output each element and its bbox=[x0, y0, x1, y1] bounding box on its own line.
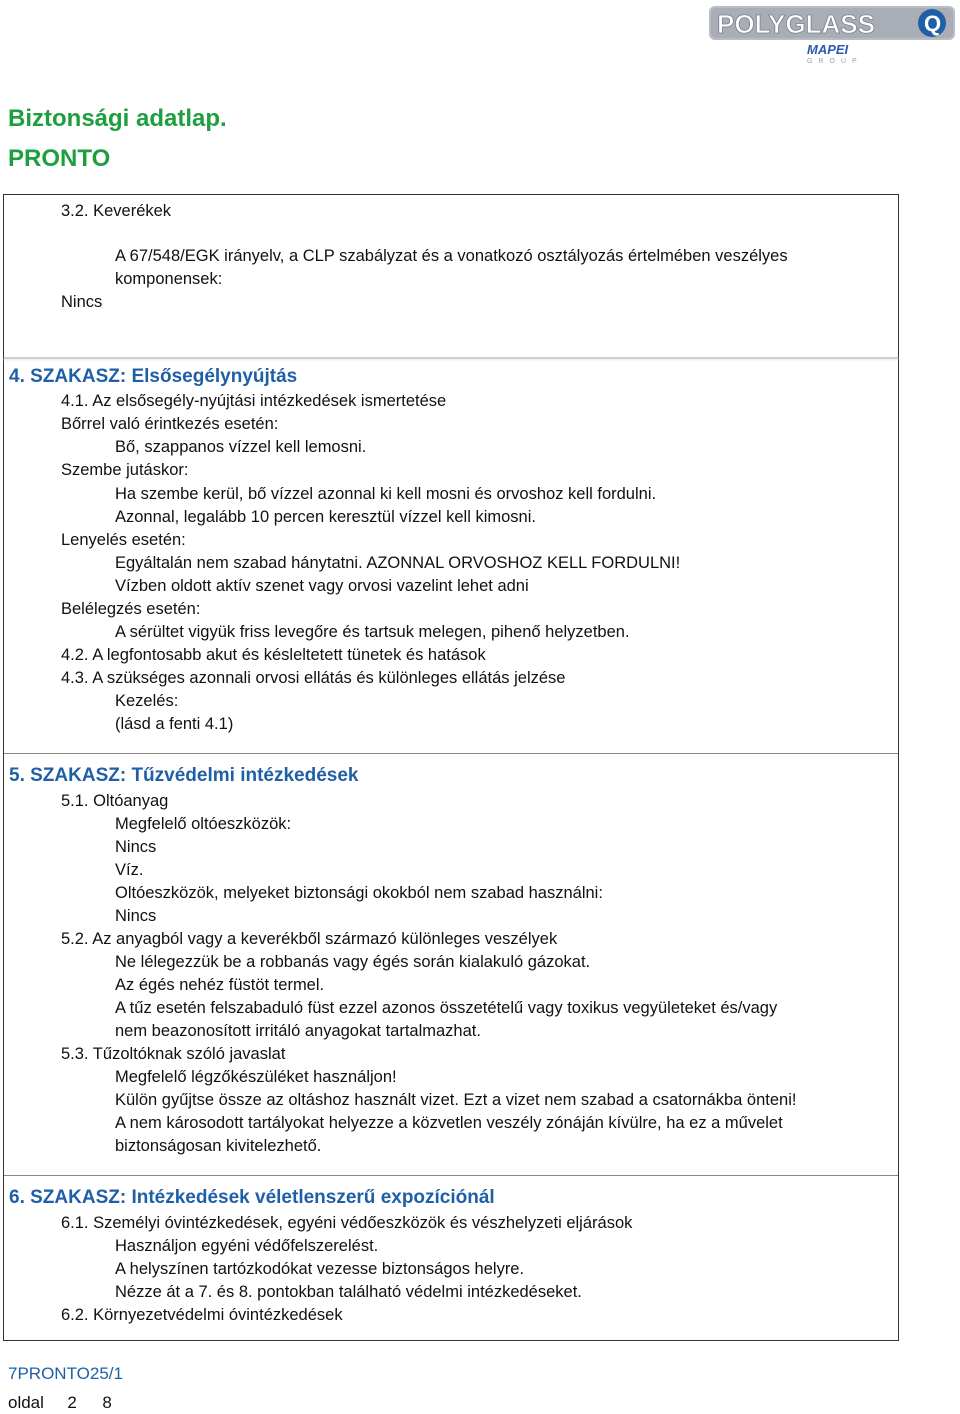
section6-line: A helyszínen tartózkodókat vezesse biztonságos helyre. bbox=[115, 1260, 525, 1278]
section3-subheading: 3.2. Keverékek bbox=[61, 202, 172, 220]
section5-line: Az égés nehéz füstöt termel. bbox=[115, 976, 325, 994]
section-divider bbox=[4, 357, 898, 359]
section-divider bbox=[4, 1175, 898, 1176]
section4-line: 4.3. A szükséges azonnali orvosi ellátás és különleges ellátás jelzése bbox=[61, 669, 566, 687]
section3-text: komponensek: bbox=[115, 270, 223, 288]
section5-heading: 5. SZAKASZ: Tűzvédelmi intézkedések bbox=[9, 765, 359, 786]
document-title: Biztonsági adatlap. bbox=[8, 105, 227, 132]
page-total: 8 bbox=[102, 1393, 112, 1412]
section4-line: Belélegzés esetén: bbox=[61, 600, 201, 618]
section4-line: Bőrrel való érintkezés esetén: bbox=[61, 415, 279, 433]
section5-line: nem beazonosított irritáló anyagokat tartalmazhat. bbox=[115, 1022, 481, 1040]
section5-line: 5.2. Az anyagból vagy a keverékből származó különleges veszélyek bbox=[61, 930, 558, 948]
section4-line: Lenyelés esetén: bbox=[61, 531, 186, 549]
section4-line: 4.2. A legfontosabb akut és késleltetett tünetek és hatások bbox=[61, 646, 486, 664]
section5-line: Nincs bbox=[115, 838, 157, 856]
section6-line: 6.1. Személyi óvintézkedések, egyéni védőeszközök és vészhelyzeti eljárások bbox=[61, 1214, 633, 1232]
section5-line: Megfelelő oltóeszközök: bbox=[115, 815, 292, 833]
document-code: 7PRONTO25/1 bbox=[8, 1364, 123, 1383]
section3-text: A 67/548/EGK irányelv, a CLP szabályzat és a vonatkozó osztályozás értelmében veszélyes bbox=[115, 247, 788, 265]
section4-line: Bő, szappanos vízzel kell lemosni. bbox=[115, 438, 367, 456]
section4-line: Kezelés: bbox=[115, 692, 179, 710]
page-indicator bbox=[8, 1393, 112, 1413]
page-label: oldal bbox=[8, 1393, 44, 1412]
section6-line: Nézze át a 7. és 8. pontokban található védelmi intézkedéseket. bbox=[115, 1283, 582, 1301]
section5-line: A nem károsodott tartályokat helyezze a közvetlen veszély zónáján kívülre, ha ez a művelet bbox=[115, 1114, 783, 1132]
section5-line: Ne lélegezzük be a robbanás vagy égés során kialakuló gázokat. bbox=[115, 953, 591, 971]
section4-line: A sérültet vigyük friss levegőre és tartsuk melegen, pihenő helyzetben. bbox=[115, 623, 630, 641]
section-divider bbox=[4, 753, 898, 754]
section4-line: Azonnal, legalább 10 percen keresztül vízzel kell kimosni. bbox=[115, 508, 536, 526]
section6-line: 6.2. Környezetvédelmi óvintézkedések bbox=[61, 1306, 343, 1324]
section5-line: 5.3. Tűzoltóknak szóló javaslat bbox=[61, 1045, 286, 1063]
logo-group: MAPEI bbox=[807, 42, 849, 57]
logo-group-sub: GROUP bbox=[807, 58, 863, 64]
section4-heading: 4. SZAKASZ: Elsősegélynyújtás bbox=[9, 366, 298, 387]
section4-line: Vízben oldott aktív szenet vagy orvosi vazelint lehet adni bbox=[115, 577, 529, 595]
logo-brand: POLYGLASS bbox=[717, 9, 875, 39]
section4-line: Szembe jutáskor: bbox=[61, 461, 189, 479]
product-name: PRONTO bbox=[8, 145, 111, 172]
section5-line: A tűz esetén felszabaduló füst ezzel azonos összetételű vagy toxikus vegyületeket és/vagy bbox=[115, 999, 778, 1017]
section4-line: Ha szembe kerül, bő vízzel azonnal ki kell mosni és orvoshoz kell fordulni. bbox=[115, 485, 657, 503]
section5-line: Víz. bbox=[115, 861, 144, 879]
section5-line: 5.1. Oltóanyag bbox=[61, 792, 169, 810]
section4-line: 4.1. Az elsősegély-nyújtási intézkedések ismertetése bbox=[61, 392, 447, 410]
polyglass-logo bbox=[707, 4, 957, 64]
section5-line: Nincs bbox=[115, 907, 157, 925]
section6-line: Használjon egyéni védőfelszerelést. bbox=[115, 1237, 379, 1255]
section4-line: Egyáltalán nem szabad hánytatni. AZONNAL ORVOSHOZ KELL FORDULNI! bbox=[115, 554, 681, 572]
section5-line: Külön gyűjtse össze az oltáshoz használt vizet. Ezt a vizet nem szabad a csatornákba önteni! bbox=[115, 1091, 797, 1109]
section6-heading: 6. SZAKASZ: Intézkedések véletlenszerű expozíciónál bbox=[9, 1187, 495, 1208]
section5-line: biztonságosan kivitelezhető. bbox=[115, 1137, 322, 1155]
section5-line: Megfelelő légzőkészüléket használjon! bbox=[115, 1068, 397, 1086]
section4-line: (lásd a fenti 4.1) bbox=[115, 715, 234, 733]
svg-text:Q: Q bbox=[924, 11, 942, 36]
section5-line: Oltóeszközök, melyeket biztonsági okokból nem szabad használni: bbox=[115, 884, 603, 902]
page-current: 2 bbox=[67, 1393, 77, 1412]
section3-value: Nincs bbox=[61, 293, 103, 311]
